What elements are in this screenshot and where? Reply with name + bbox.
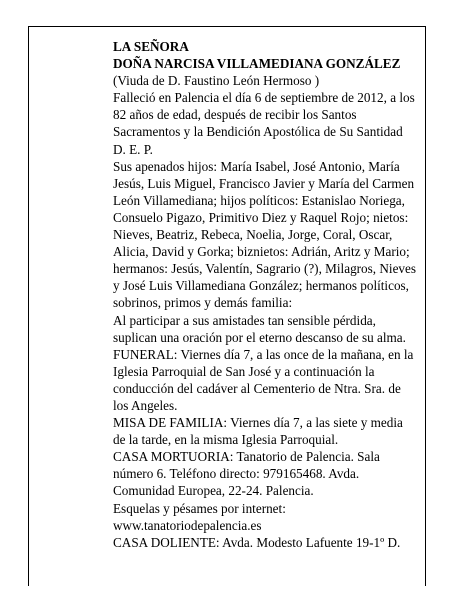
request-paragraph: Al participar a sus amistades tan sensible pérdida, suplican una oración por el eterno descanso de su alma. — [113, 312, 406, 345]
widow-of: (Viuda de D. Faustino León Hermoso ) — [113, 73, 320, 89]
deceased-name: DOÑA NARCISA VILLAMEDIANA GONZÁLEZ — [113, 56, 401, 72]
funeral-paragraph: FUNERAL: Viernes día 7, a las once de la mañana, en la Iglesia Parroquial de San José y a continuación la conducción del cadáver al Cementerio de Ntra. Sra. de los Angeles. — [113, 346, 414, 413]
internet-url[interactable]: www.tanatoriodepalencia.es — [113, 517, 262, 533]
mortuary-paragraph: CASA MORTUORIA: Tanatorio de Palencia. Sala número 6. Teléfono directo: 979165468. Avda. Comunidad Europea, 22-24. Palencia. — [113, 449, 380, 499]
heading-title: LA SEÑORA — [113, 39, 189, 54]
obituary-notice — [113, 38, 418, 551]
internet-label: Esquelas y pésames por internet: — [113, 500, 286, 516]
mass-paragraph: MISA DE FAMILIA: Viernes día 7, a las siete y media de la tarde, en la misma Iglesia Parroquial. — [113, 415, 403, 448]
rip-text: D. E. P. — [113, 141, 153, 157]
death-paragraph: Falleció en Palencia el día 6 de septiembre de 2012, a los 82 años de edad, después de recibir los Santos Sacramentos y la Bendición Apostólica de Su Santidad — [113, 90, 415, 140]
home-paragraph: CASA DOLIENTE: Avda. Modesto Lafuente 19-1º D. — [113, 534, 401, 550]
family-paragraph: Sus apenados hijos: María Isabel, José Antonio, María Jesús, Luis Miguel, Francisco Javier y María del Carmen León Villamediana; hijos políticos: Estanislao Noriega, Consuelo Pigazo, Primitivo Diez y Raquel Rojo; nietos: Nieves, Beatriz, Rebeca, Noelia, Jorge, Coral, Oscar, Alicia, David y Gorka; biznietos: Adrián, Aritz y Mario; hermanos: Jesús, Valentín, Sagrario (?), Milagros, Nieves y José Luis Villamediana González; hermanos políticos, sobrinos, primos y demás familia: — [113, 158, 417, 311]
